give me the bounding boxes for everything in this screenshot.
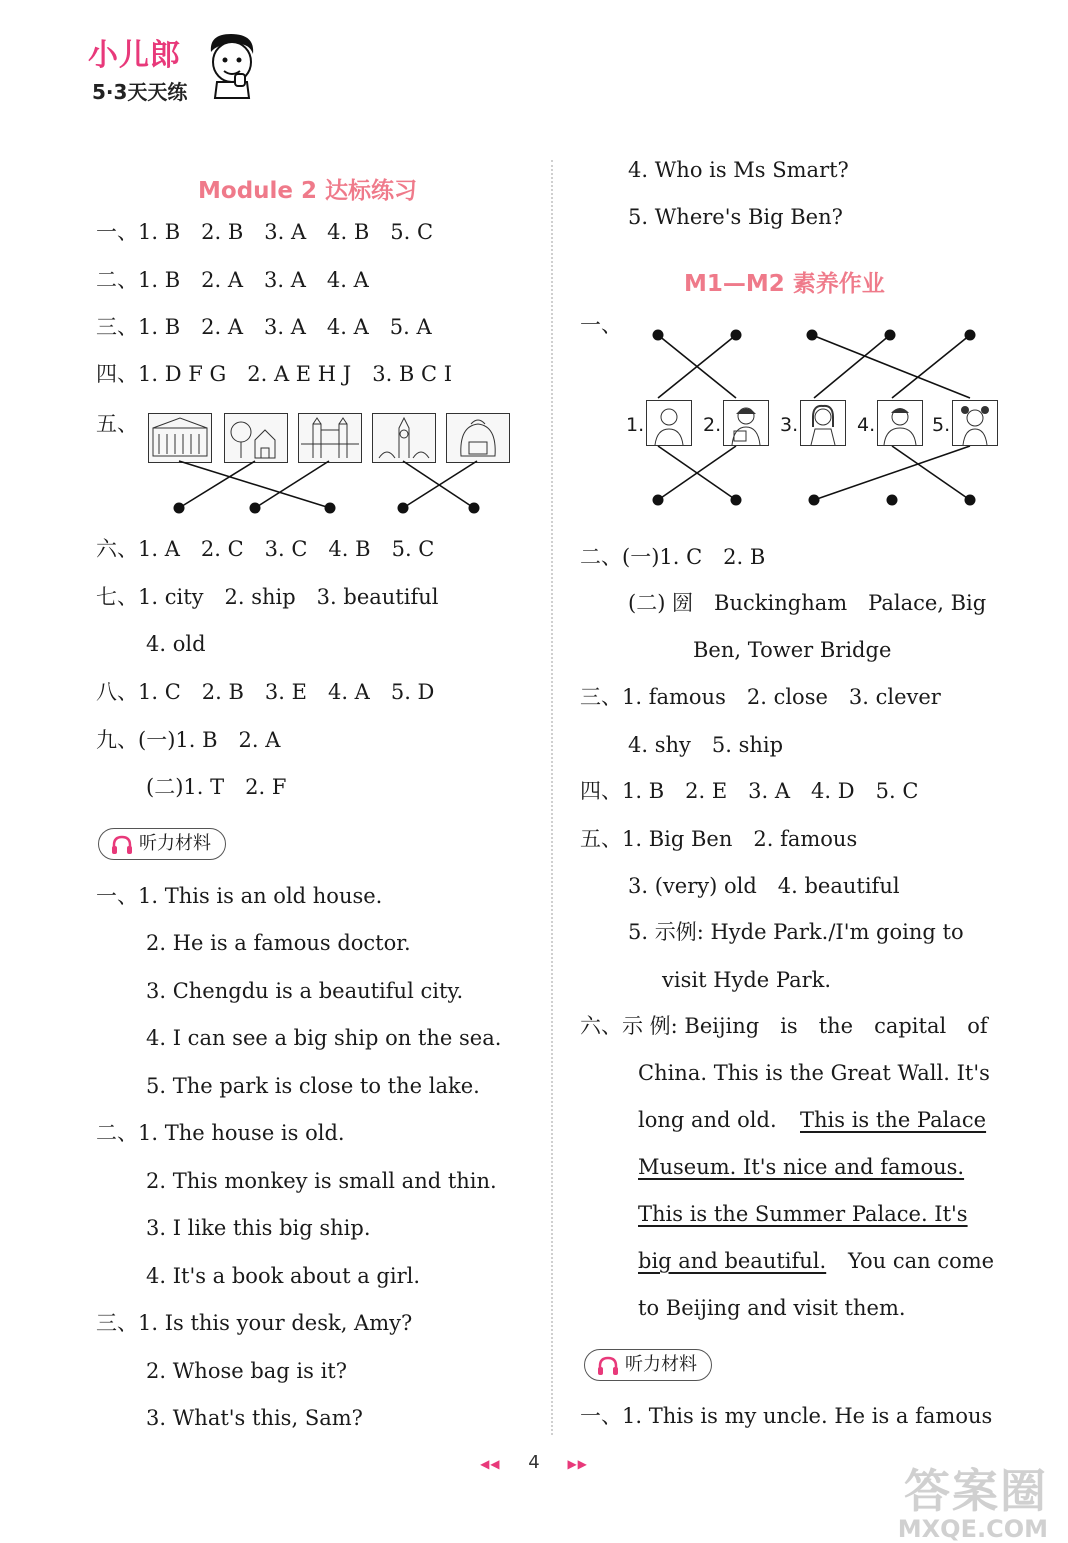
- essay-line: long and old.: [638, 1108, 777, 1132]
- person-number: 2.: [703, 414, 722, 436]
- person-picture: [952, 400, 998, 446]
- person-picture: [877, 400, 923, 446]
- answer-line: 二、(一)1. C 2. B: [580, 545, 766, 569]
- listening-line: 三、1. Is this your desk, Amy?: [96, 1311, 413, 1335]
- listening-material-tag: [584, 1349, 712, 1381]
- answer-line: visit Hyde Park.: [662, 968, 832, 992]
- essay-line: China. This is the Great Wall. It's: [638, 1061, 990, 1085]
- person-picture: [646, 400, 692, 446]
- listening-line: 2. Whose bag is it?: [146, 1359, 348, 1383]
- next-arrows-icon: ▶▶: [567, 1457, 588, 1471]
- watermark-url: MXQE.COM: [897, 1515, 1048, 1543]
- listening-line: 一、1. This is an old house.: [96, 884, 383, 908]
- brand-logo: 小儿郎: [88, 38, 181, 73]
- answer-line: 六、1. A 2. C 3. C 4. B 5. C: [96, 537, 435, 561]
- person-picture: [723, 400, 769, 446]
- answer-line: 九、(一)1. B 2. A: [96, 728, 281, 752]
- listening-line: 5. The park is close to the lake.: [146, 1074, 480, 1098]
- prev-arrows-icon: ◀◀: [480, 1457, 501, 1471]
- essay-line: to Beijing and visit them.: [638, 1296, 906, 1320]
- answer-line: 八、1. C 2. B 3. E 4. A 5. D: [96, 680, 435, 704]
- answer-line: 三、1. famous 2. close 3. clever: [580, 685, 941, 709]
- headphones-icon: [597, 1356, 619, 1376]
- listening-tag-label: 听力材料: [139, 833, 211, 854]
- answer-line: 一、1. B 2. B 3. A 4. B 5. C: [96, 220, 434, 244]
- answer-line: 四、1. B 2. E 3. A 4. D 5. C: [580, 779, 919, 803]
- essay-underlined-text: This is the Summer Palace. It's: [638, 1202, 968, 1226]
- essay-line: 六、示 例: Beijing is the capital of: [580, 1014, 988, 1038]
- answer-line: 五、: [96, 412, 138, 436]
- person-number: 1.: [626, 414, 645, 436]
- essay-underlined-text: big and beautiful.: [638, 1249, 827, 1273]
- answer-line: 三、1. B 2. A 3. A 4. A 5. A: [96, 315, 432, 339]
- answer-line: 4. shy 5. ship: [628, 733, 784, 757]
- answer-line: 5. 示例: Hyde Park./I'm going to: [628, 920, 964, 944]
- person-number: 4.: [857, 414, 876, 436]
- watermark: [898, 1455, 1048, 1543]
- answer-line: 四、1. D F G 2. A E H J 3. B C I: [96, 362, 453, 386]
- page-number: 4: [528, 1452, 540, 1473]
- answer-line: 3. (very) old 4. beautiful: [628, 874, 900, 898]
- left-section-title: Module 2 达标练习: [198, 178, 418, 204]
- listening-line: 3. I like this big ship.: [146, 1216, 371, 1240]
- answer-line: Ben, Tower Bridge: [693, 638, 892, 662]
- answer-line: (二) 圀 Buckingham Palace, Big: [628, 591, 987, 615]
- person-number: 5.: [932, 414, 951, 436]
- right-section-title: M1—M2 素养作业: [684, 271, 885, 297]
- series-name: 5·3天天练: [92, 80, 188, 104]
- listening-line: 4. I can see a big ship on the sea.: [146, 1026, 502, 1050]
- answer-line: (二)1. T 2. F: [146, 775, 287, 799]
- listening-line: 5. Where's Big Ben?: [628, 205, 843, 229]
- headphones-icon: [111, 835, 133, 855]
- answer-line: 二、1. B 2. A 3. A 4. A: [96, 268, 369, 292]
- listening-material-tag: [98, 828, 226, 860]
- watermark-text: 答案圈: [904, 1464, 1048, 1518]
- answer-line: 五、1. Big Ben 2. famous: [580, 827, 858, 851]
- essay-underlined-text: This is the Palace: [800, 1108, 987, 1132]
- answer-line: 4. old: [146, 632, 206, 656]
- listening-line: 2. He is a famous doctor.: [146, 931, 411, 955]
- listening-line: 二、1. The house is old.: [96, 1121, 345, 1145]
- q5-matching-lines: [0, 0, 560, 560]
- listening-line: 3. What's this, Sam?: [146, 1406, 363, 1430]
- answer-line: 七、1. city 2. ship 3. beautiful: [96, 585, 439, 609]
- listening-line: 2. This monkey is small and thin.: [146, 1169, 497, 1193]
- essay-underlined-text: Museum. It's nice and famous.: [638, 1155, 965, 1179]
- listening-line: 一、1. This is my uncle. He is a famous: [580, 1404, 993, 1428]
- listening-tag-label: 听力材料: [625, 1354, 697, 1375]
- person-number: 3.: [780, 414, 799, 436]
- listening-line: 4. It's a book about a girl.: [146, 1264, 421, 1288]
- listening-line: 3. Chengdu is a beautiful city.: [146, 979, 464, 1003]
- q1-label: 一、: [580, 313, 622, 337]
- listening-line: 4. Who is Ms Smart?: [628, 158, 849, 182]
- essay-line: You can come: [848, 1249, 995, 1273]
- person-picture: [800, 400, 846, 446]
